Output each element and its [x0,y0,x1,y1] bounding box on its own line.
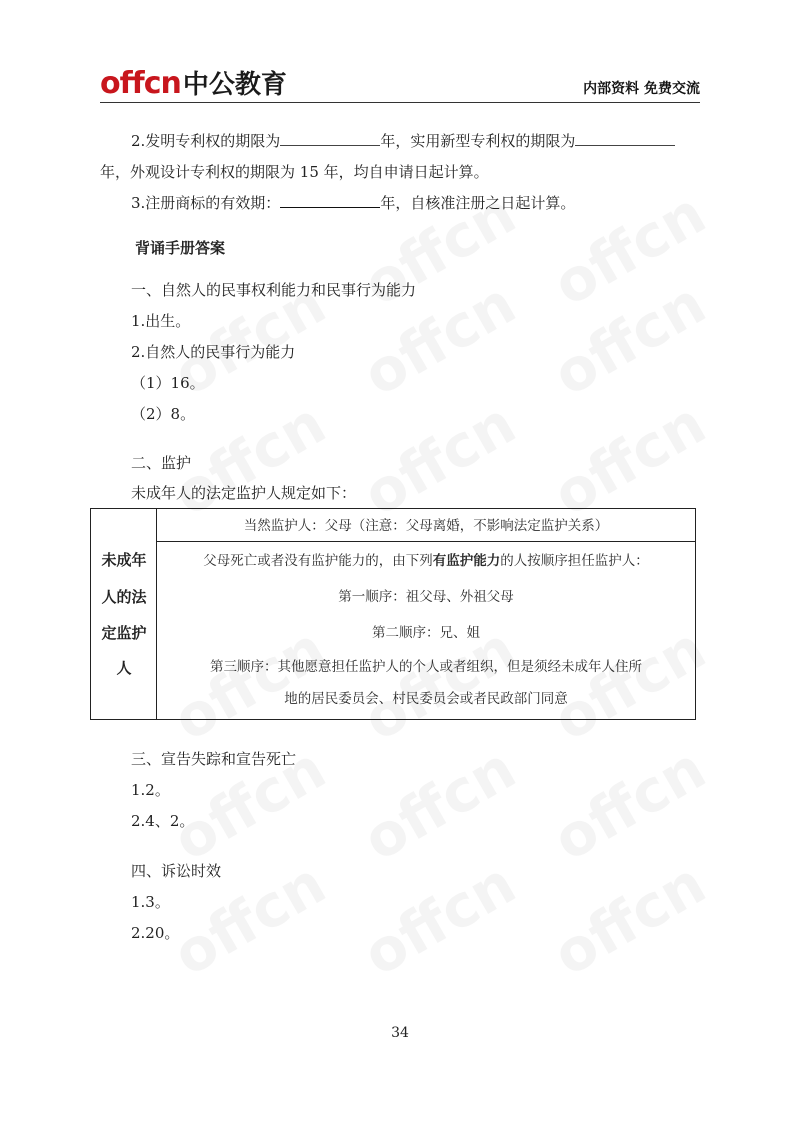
offcn-logo [100,64,287,101]
answer-blank [280,193,380,208]
table-text-bold: 有监护能力 [432,553,501,569]
logo-text: 中公教育 [182,70,287,100]
section-4-item-2: 2.20。 [131,924,180,942]
watermark [352,849,527,989]
section-1-item-1: 1.出生。 [131,312,191,330]
table-row-third-order: 第三顺序：其他愿意担任监护人的个人或者组织，但是须经未成年人住所 [210,659,642,675]
table-left-label-line: 未成年 [101,551,147,569]
section-4-heading: 四、诉讼时效 [131,862,222,880]
section-3-heading: 三、宣告失踪和宣告死亡 [131,750,297,768]
section-1-item-2-sub-1: （1）16。 [131,374,205,392]
question-text: 2.发明专利权的期限为 [131,132,281,150]
table-left-label-line: 人 [116,659,132,677]
table-left-label-line: 定监护 [101,624,147,642]
guardian-table [90,508,696,720]
question-text: 年，实用新型专利权的期限为 [380,132,576,150]
answer-blank [280,131,380,146]
answer-blank [575,131,675,146]
table-text: 父母死亡或者没有监护能力的，由下列 [203,553,433,569]
table-text: 的人按顺序担任监护人： [500,553,649,569]
question-3-line [131,193,575,213]
header-note: 内部资料 免费交流 [583,81,700,97]
page-number: 34 [391,1025,409,1041]
watermark [542,734,717,874]
table-row-third-order-cont: 地的居民委员会、村民委员会或者民政部门同意 [284,691,568,707]
watermark [542,269,717,409]
question-2-line-2: 年，外观设计专利权的期限为 15 年，均自申请日起计算。 [100,163,489,181]
section-1-heading: 一、自然人的民事权利能力和民事行为能力 [131,281,417,299]
section-1-item-2-sub-2: （2）8。 [131,405,196,423]
section-3-item-1: 1.2。 [131,781,170,799]
watermark [542,849,717,989]
page-header [100,58,700,103]
question-text: 3.注册商标的有效期： [131,194,281,212]
question-2-line-1 [131,131,675,151]
section-2-heading: 二、监护 [131,454,192,472]
section-1-item-2: 2.自然人的民事行为能力 [131,343,296,361]
table-row-order-intro [157,549,695,569]
table-row-second-order: 第二顺序：兄、姐 [372,625,480,641]
section-4-item-1: 1.3。 [131,893,170,911]
section-3-item-2: 2.4、2。 [131,812,195,830]
table-left-label-line: 人的法 [101,588,147,606]
table-row-first-order: 第一顺序：祖父母、外祖父母 [338,589,514,605]
section-2-intro: 未成年人的法定监护人规定如下： [131,484,357,502]
answers-title: 背诵手册答案 [135,239,226,257]
question-text: 年，自核准注册之日起计算。 [380,194,576,212]
table-left-header [91,509,157,719]
logo-mark: offcn [100,66,181,101]
watermark [352,734,527,874]
table-row-natural-guardian: 当然监护人：父母（注意：父母离婚，不影响法定监护关系） [243,518,609,534]
